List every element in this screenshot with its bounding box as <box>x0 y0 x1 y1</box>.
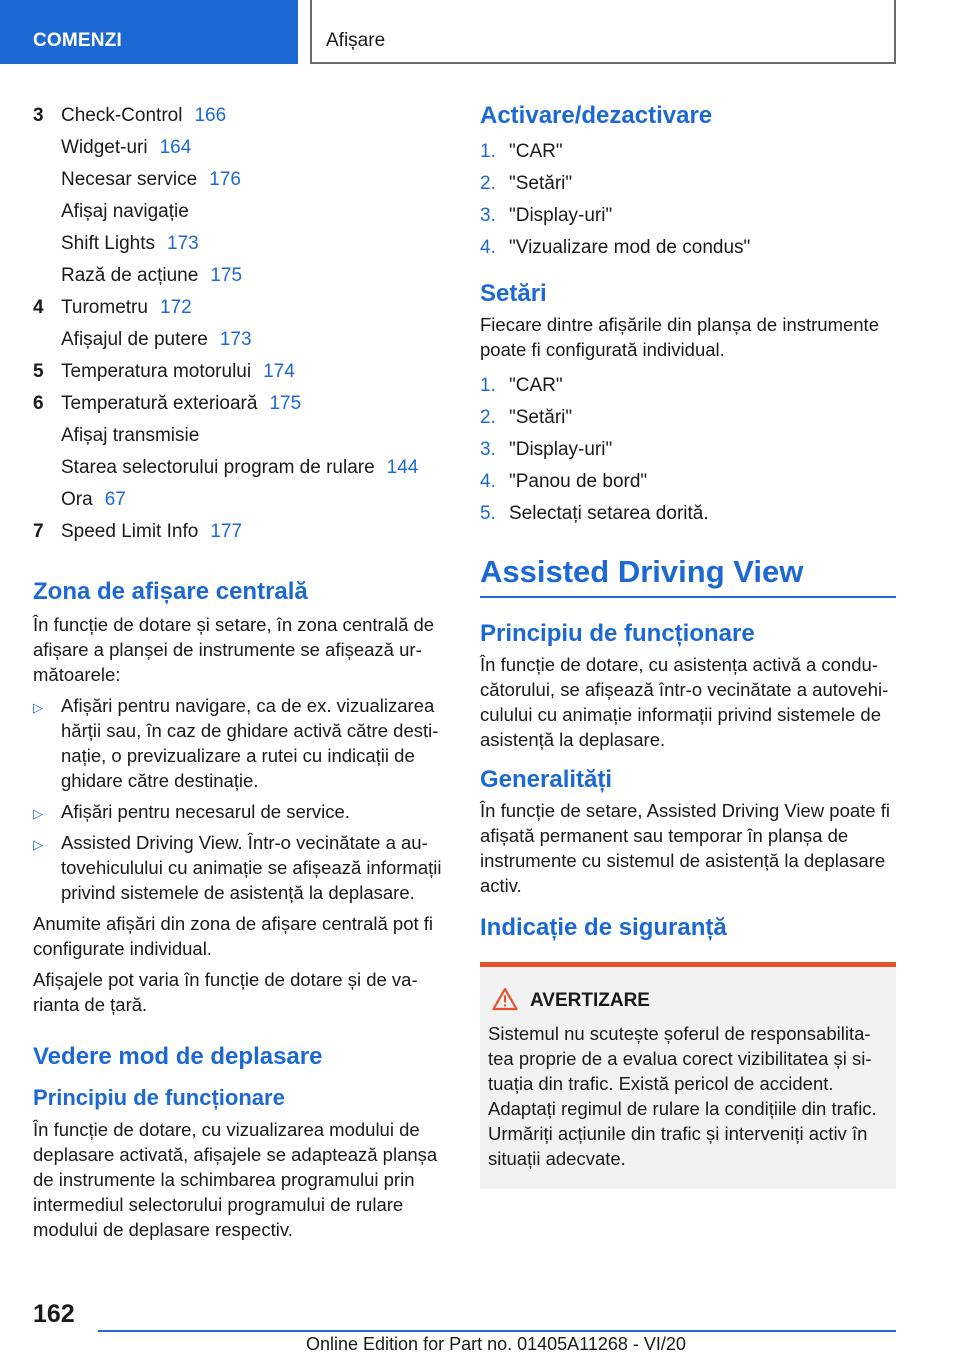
settings-heading: Setări <box>480 280 547 307</box>
page-reference-link[interactable]: 175 <box>210 265 243 286</box>
header-box <box>310 0 896 64</box>
legend-item <box>61 228 199 260</box>
step-number: 2. <box>480 407 496 428</box>
legend-item <box>61 388 301 420</box>
page-reference-link[interactable]: 176 <box>209 169 241 190</box>
bullet-item <box>33 693 443 793</box>
legend-item <box>61 100 226 132</box>
page-reference-link[interactable]: 173 <box>219 329 252 350</box>
step-text: Selectați setarea dorită. <box>509 503 709 524</box>
legend-row <box>33 100 443 132</box>
step-item <box>480 498 896 530</box>
legend-number: 7 <box>33 521 44 542</box>
legend-item <box>61 484 126 516</box>
drive-mode-text: În funcție de dotare, cu vizualizarea modului de deplasare activată, afișajele se adaptează planșa de instrumente la schimbarea programului prin intermediul selectorului programului de rulare modului de deplasare respectiv. <box>33 1119 438 1240</box>
legend-row <box>33 484 443 516</box>
legend-row <box>33 388 443 420</box>
page-reference-link[interactable]: 173 <box>167 233 199 254</box>
bullet-text: Assisted Driving View. Într-o vecinătate a autovehiculului cu animație se afișează informații privind sistemele de asistență la deplasare. <box>61 832 442 903</box>
central-heading: Zona de afișare centrală <box>33 578 308 605</box>
page-number: 162 <box>33 1300 75 1328</box>
warning-label: AVERTIZARE <box>530 990 650 1011</box>
legend-row <box>33 196 443 228</box>
legend-row <box>33 420 443 452</box>
step-number: 4. <box>480 471 496 492</box>
legend-item-label: Rază de acțiune <box>61 265 199 286</box>
adv-general-heading: Generalități <box>480 766 613 793</box>
legend-item-label: Temperatură exterioară <box>61 393 258 414</box>
legend-row <box>33 164 443 196</box>
heading-rule <box>480 596 896 598</box>
step-number: 4. <box>480 237 496 258</box>
right-column <box>480 100 896 1189</box>
left-column <box>33 100 443 1242</box>
legend-item-label: Temperatura motorului <box>61 361 252 382</box>
legend-item <box>61 292 192 324</box>
adv-general-text: În funcție de setare, Assisted Driving View poate fi afișată permanent sau temporar în planșa de instrumente cu sistemul de asistență la deplasare activ. <box>480 800 890 896</box>
legend-item-label: Check-Control <box>61 105 183 126</box>
page-reference-link[interactable]: 175 <box>269 393 302 414</box>
legend-item-label: Necesar service <box>61 169 198 190</box>
page-title: Afișare <box>326 30 386 51</box>
legend-list <box>33 100 443 548</box>
legend-item-label: Speed Limit Info <box>61 521 199 542</box>
triangle-bullet-icon: ▷ <box>33 837 43 852</box>
legend-row <box>33 228 443 260</box>
legend-item <box>61 516 242 548</box>
legend-number: 3 <box>33 105 44 126</box>
step-item <box>480 232 896 264</box>
step-text: "Vizualizare mod de condus" <box>509 237 751 258</box>
triangle-bullet-icon: ▷ <box>33 806 43 821</box>
step-text: "CAR" <box>509 375 563 396</box>
step-number: 1. <box>480 141 496 162</box>
step-text: "CAR" <box>509 141 563 162</box>
activation-steps <box>480 136 896 264</box>
page-reference-link[interactable]: 174 <box>263 361 295 382</box>
warning-text: Sistemul nu scutește șoferul de responsabilitatea proprie de a evalua corect vizibilitatea și situația din trafic. Există pericol de accident. Adaptați regimul de rulare la condițiile din trafic. Urmăriți acțiunile din trafic și interveniți activ în situații adecvate. <box>488 1023 877 1169</box>
legend-item <box>61 324 252 356</box>
warning-triangle-icon <box>492 987 518 1020</box>
step-item <box>480 136 896 168</box>
triangle-bullet-icon: ▷ <box>33 700 43 715</box>
bullet-text: Afișări pentru navigare, ca de ex. vizualizarea hărții sau, în caz de ghidare activă către destinație, o previzualizare a rutei cu indicații de ghidare către destinație. <box>61 695 439 791</box>
legend-number: 4 <box>33 297 44 318</box>
legend-item-label: Afișaj transmisie <box>61 425 200 446</box>
page-reference-link[interactable]: 166 <box>194 105 227 126</box>
page-reference-link[interactable]: 164 <box>159 137 192 158</box>
safety-heading: Indicație de siguranță <box>480 914 727 941</box>
page-reference-link[interactable]: 172 <box>159 297 192 318</box>
section-tab <box>0 0 298 64</box>
step-text: "Setări" <box>509 173 573 194</box>
legend-number: 5 <box>33 361 44 382</box>
central-intro: În funcție de dotare și setare, în zona centrală de afișare a planșei de instrumente se afișează următoarele: <box>33 614 435 685</box>
step-item <box>480 434 896 466</box>
step-item <box>480 200 896 232</box>
legend-row <box>33 292 443 324</box>
legend-row <box>33 356 443 388</box>
central-paragraph: Afișajele pot varia în funcție de dotare și de varianta de țară. <box>33 969 418 1015</box>
legend-item <box>61 132 191 164</box>
legend-item-label: Shift Lights <box>61 233 155 254</box>
legend-row <box>33 324 443 356</box>
page-reference-link[interactable]: 67 <box>104 489 126 510</box>
legend-number: 6 <box>33 393 44 414</box>
warning-header <box>488 987 888 1015</box>
legend-item <box>61 196 189 228</box>
bullet-item <box>33 830 443 905</box>
legend-item <box>61 260 242 292</box>
bullet-item <box>33 799 443 824</box>
legend-row <box>33 452 443 484</box>
legend-row <box>33 132 443 164</box>
legend-item-label: Widget-uri <box>61 137 148 158</box>
legend-item <box>61 420 199 452</box>
step-number: 3. <box>480 205 496 226</box>
footer-edition: Online Edition for Part no. 01405A11268 - VI/20 <box>306 1334 686 1354</box>
step-text: "Display-uri" <box>509 439 613 460</box>
step-item <box>480 370 896 402</box>
step-text: "Panou de bord" <box>509 471 648 492</box>
warning-box <box>480 962 896 1189</box>
legend-row <box>33 516 443 548</box>
legend-item-label: Starea selectorului program de rulare <box>61 457 375 478</box>
footer-rule <box>98 1330 896 1332</box>
legend-item-label: Ora <box>61 489 93 510</box>
legend-item <box>61 164 241 196</box>
page-reference-link[interactable]: 177 <box>210 521 243 542</box>
bullet-text: Afișări pentru necesarul de service. <box>61 801 350 822</box>
drive-mode-subheading: Principiu de funcționare <box>33 1085 285 1110</box>
step-number: 3. <box>480 439 496 460</box>
adv-heading: Assisted Driving View <box>480 554 804 589</box>
adv-principle-text: În funcție de dotare, cu asistența activă a conducătorului, se afișează într-o vecinătate a autovehiculului cu animație informații privind sistemele de asistență la deplasare. <box>480 654 889 750</box>
step-text: "Display-uri" <box>509 205 613 226</box>
page-reference-link[interactable]: 144 <box>386 457 419 478</box>
central-paragraph: Anumite afișări din zona de afișare centrală pot fi configurate individual. <box>33 913 434 959</box>
step-item <box>480 168 896 200</box>
settings-text: Fiecare dintre afișările din planșa de instrumente poate fi configurată individual. <box>480 314 879 360</box>
adv-principle-heading: Principiu de funcționare <box>480 620 755 647</box>
legend-item <box>61 356 295 388</box>
step-number: 1. <box>480 375 496 396</box>
step-item <box>480 402 896 434</box>
step-item <box>480 466 896 498</box>
section-label: COMENZI <box>33 30 123 51</box>
legend-item-label: Afișaj navigație <box>61 201 189 222</box>
legend-item-label: Afișajul de putere <box>61 329 208 350</box>
step-number: 2. <box>480 173 496 194</box>
step-text: "Setări" <box>509 407 573 428</box>
legend-item-label: Turometru <box>61 297 148 318</box>
legend-row <box>33 260 443 292</box>
legend-item <box>61 452 418 484</box>
step-number: 5. <box>480 503 496 524</box>
activation-heading: Activare/dezactivare <box>480 102 713 129</box>
drive-mode-heading: Vedere mod de deplasare <box>33 1043 323 1070</box>
settings-steps <box>480 370 896 530</box>
